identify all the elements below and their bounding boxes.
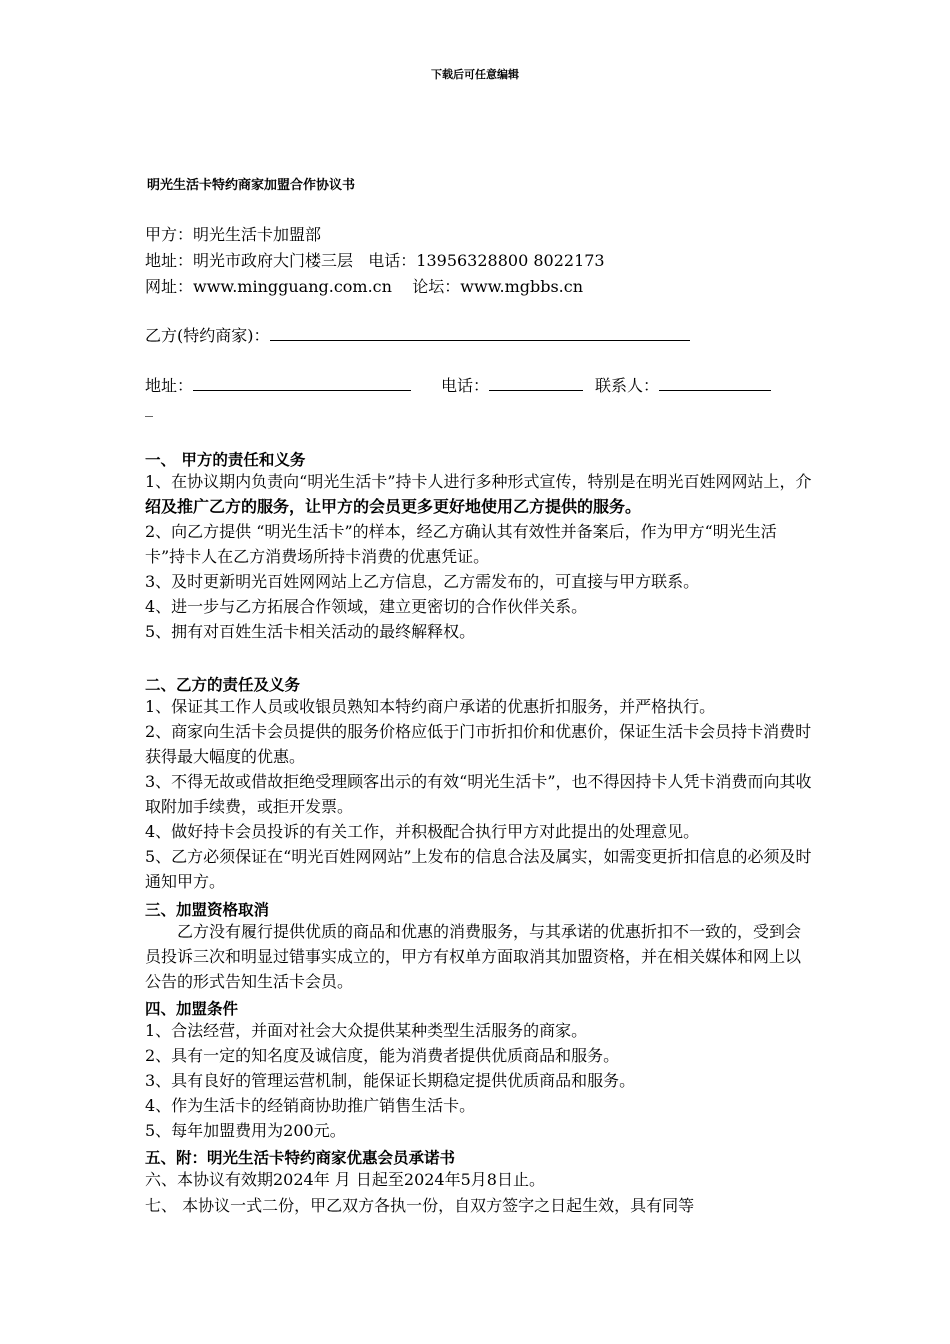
section-2-item-4: 4、做好持卡会员投诉的有关工作，并积极配合执行甲方对此提出的处理意见。 bbox=[145, 822, 700, 841]
party-b-name-row bbox=[145, 323, 690, 346]
party-b-address-blank bbox=[193, 376, 411, 391]
page-header: 下载后可任意编辑 bbox=[431, 68, 519, 81]
section-1-body bbox=[145, 469, 813, 644]
section-1-heading: 一、 甲方的责任和义务 bbox=[145, 451, 306, 469]
party-a-phone: 电话：13956328800 8022173 bbox=[368, 251, 605, 270]
section-2-item-2: 2、商家向生活卡会员提供的服务价格应低于门市折扣价和优惠价，保证生活卡会员持卡消费时获得最大幅度的优惠。 bbox=[145, 722, 812, 766]
party-b-contact-label: 联系人： bbox=[595, 376, 660, 395]
party-a-forum: 论坛：www.mgbbs.cn bbox=[412, 277, 584, 296]
party-b-phone-blank bbox=[489, 376, 583, 391]
section-4-body bbox=[145, 1018, 813, 1143]
section-2-heading: 二、乙方的责任及义务 bbox=[145, 676, 301, 694]
party-a-website: 网址：www.mingguang.com.cn bbox=[145, 277, 392, 296]
party-b-contact-row bbox=[145, 373, 771, 396]
document-title: 明光生活卡特约商家加盟合作协议书 bbox=[147, 178, 356, 193]
section-1-item-5: 5、拥有对百姓生活卡相关活动的最终解释权。 bbox=[145, 622, 476, 641]
section-7-text: 七、 本协议一式二份，甲乙双方各执一份，自双方签字之日起生效，具有同等 bbox=[145, 1196, 695, 1215]
party-a-web-row bbox=[145, 274, 583, 297]
party-b-phone-label: 电话： bbox=[441, 376, 490, 395]
section-6-text: 六、本协议有效期2024年 月 日起至2024年5月8日止。 bbox=[145, 1170, 545, 1189]
section-1-item-4: 4、进一步与乙方拓展合作领域，建立更密切的合作伙伴关系。 bbox=[145, 597, 588, 616]
party-a-name: 甲方：明光生活卡加盟部 bbox=[145, 225, 322, 244]
section-1-item-3: 3、及时更新明光百姓网网站上乙方信息，乙方需发布的，可直接与甲方联系。 bbox=[145, 572, 700, 591]
section-4-item-2: 2、具有一定的知名度及诚信度，能为消费者提供优质商品和服务。 bbox=[145, 1046, 620, 1065]
section-1-item-1 bbox=[145, 469, 813, 519]
section-3-heading: 三、加盟资格取消 bbox=[145, 901, 270, 919]
party-b-contact-blank bbox=[659, 376, 771, 391]
section-2-item-3: 3、不得无故或借故拒绝受理顾客出示的有效“明光生活卡”，也不得因持卡人凭卡消费而向其收取附加手续费，或拒开发票。 bbox=[145, 772, 812, 816]
party-b-wrap-mark: _ bbox=[145, 398, 153, 417]
section-3-text: 乙方没有履行提供优质的商品和优惠的消费服务，与其承诺的优惠折扣不一致的，受到会员投诉三次和明显过错事实成立的，甲方有权单方面取消其加盟资格，并在相关媒体和网上以公告的形式告知生活卡会员。 bbox=[145, 922, 802, 991]
section-5-heading: 五、附：明光生活卡特约商家优惠会员承诺书 bbox=[145, 1149, 456, 1167]
party-b-name-label: 乙方(特约商家)： bbox=[145, 326, 270, 345]
section-4-item-1: 1、合法经营，并面对社会大众提供某种类型生活服务的商家。 bbox=[145, 1021, 588, 1040]
party-b-name-blank bbox=[270, 326, 690, 341]
section-1-item-2: 2、向乙方提供 “明光生活卡”的样本，经乙方确认其有效性并备案后，作为甲方“明光生活卡”持卡人在乙方消费场所持卡消费的优惠凭证。 bbox=[145, 522, 777, 566]
section-2-body bbox=[145, 694, 813, 894]
section-4-item-3: 3、具有良好的管理运营机制，能保证长期稳定提供优质商品和服务。 bbox=[145, 1071, 636, 1090]
section-1-item-1-text: 1、在协议期内负责向“明光生活卡”持卡人进行多种形式宣传，特别是在明光百姓网网站上，介 bbox=[145, 472, 812, 491]
section-1-item-1-emphasis: 绍及推广乙方的服务，让甲方的会员更多更好地使用乙方提供的服务。 bbox=[145, 497, 642, 516]
party-b-address-label: 地址： bbox=[145, 376, 194, 395]
section-2-item-5: 5、乙方必须保证在“明光百姓网网站”上发布的信息合法及属实，如需变更折扣信息的必须及时通知甲方。 bbox=[145, 847, 812, 891]
section-4-item-4: 4、作为生活卡的经销商协助推广销售生活卡。 bbox=[145, 1096, 476, 1115]
section-4-heading: 四、加盟条件 bbox=[145, 1000, 239, 1018]
section-2-item-1: 1、保证其工作人员或收银员熟知本特约商户承诺的优惠折扣服务，并严格执行。 bbox=[145, 697, 716, 716]
party-a-address-row bbox=[145, 248, 605, 271]
section-4-item-5: 5、每年加盟费用为200元。 bbox=[145, 1121, 346, 1140]
party-a-address: 地址：明光市政府大门楼三层 bbox=[145, 251, 354, 270]
